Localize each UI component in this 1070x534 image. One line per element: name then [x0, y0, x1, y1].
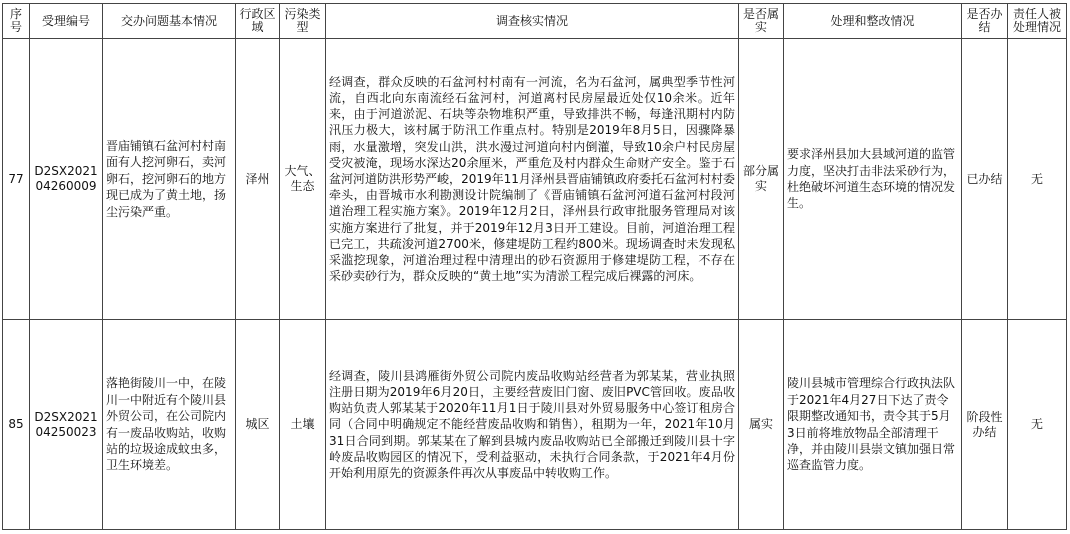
header-accountability: 责任人被处理情况 [1008, 4, 1067, 39]
table-row [3, 320, 1067, 530]
cell-closed: 已办结 [962, 39, 1008, 320]
cell-seq: 85 [3, 320, 30, 530]
header-handling: 处理和整改情况 [784, 4, 962, 39]
cell-accept-no: D2SX202104260009 [30, 39, 103, 320]
case-table [2, 3, 1067, 530]
cell-accountability: 无 [1008, 320, 1067, 530]
header-row [3, 4, 1067, 39]
cell-verified: 部分属实 [739, 39, 784, 320]
cell-handling: 要求泽州县加大县域河道的监管力度，坚决打击非法采砂行为，杜绝破坏河道生态环境的情况发生。 [784, 39, 962, 320]
cell-pollution-type: 土壤 [280, 320, 326, 530]
header-verified: 是否属实 [739, 4, 784, 39]
header-seq: 序号 [3, 4, 30, 39]
cell-region: 城区 [236, 320, 280, 530]
header-accept-no: 受理编号 [30, 4, 103, 39]
cell-issue: 落艳街陵川一中，在陵川一中附近有个陵川县外贸公司，在公司院内有一废品收购站，收购站的垃圾途成蚊虫多，卫生环境差。 [103, 320, 236, 530]
cell-handling: 陵川县城市管理综合行政执法队于2021年4月27日下达了责令限期整改通知书，责令其于5月3日前将堆放物品全部清理干净，并由陵川县崇文镇加强日常巡查监管力度。 [784, 320, 962, 530]
cell-accept-no: D2SX202104250023 [30, 320, 103, 530]
cell-investigation: 经调查，陵川县鸿雁街外贸公司院内废品收购站经营者为郭某某，营业执照注册日期为2019年6月20日，主要经营废旧门窗、废旧PVC管回收。废品收购站负责人郭某某于2020年11月1日于陵川县对外贸易服务中心签订租房合同（合同中明确规定不能经营废品收购和销售），租期为一年，2021年10月31日合同到期。郭某某在了解到县城内废品收购站已全部搬迁到陵川县十字岭废品收购园区的情况下，受利益驱动，未执行合同条款，于2021年4月份开始利用原先的资源条件再次从事废品中转收购工作。 [326, 320, 739, 530]
header-pollution-type: 污染类型 [280, 4, 326, 39]
header-investigation: 调查核实情况 [326, 4, 739, 39]
header-closed: 是否办结 [962, 4, 1008, 39]
cell-accountability: 无 [1008, 39, 1067, 320]
header-region: 行政区域 [236, 4, 280, 39]
table-row [3, 39, 1067, 320]
cell-issue: 晋庙铺镇石盆河村村南面有人挖河卵石，卖河卵石，挖河卵石的地方现已成为了黄土地，扬尘污染严重。 [103, 39, 236, 320]
cell-verified: 属实 [739, 320, 784, 530]
cell-region: 泽州 [236, 39, 280, 320]
cell-closed: 阶段性办结 [962, 320, 1008, 530]
cell-pollution-type: 大气、生态 [280, 39, 326, 320]
cell-investigation: 经调查，群众反映的石盆河村村南有一河流，名为石盆河，属典型季节性河流，自西北向东南流经石盆河村，河道离村民房屋最近处仅10余米。近年来，由于河道淤泥、石块等杂物堆积严重，导致排洪不畅，每逢汛期村内防汛压力极大，该村属于防汛工作重点村。特别是2019年8月5日，因骤降暴雨，水量激增，突发山洪，洪水漫过河道向村内倒灌，导致10余户村民房屋受灾被淹，现场水深达20余厘米，严重危及村内群众生命财产安全。鉴于石盆河河道防洪形势严峻，2019年11月泽州县晋庙铺镇政府委托石盆河村村委牵头，由晋城市水利勘测设计院编制了《晋庙铺镇石盆河河道石盆河村段河道治理工程实施方案》。2019年12月2日，泽州县行政审批服务管理局对该实施方案进行了批复，并于2019年12月3日开工建设。目前，河道治理工程已完工，共疏浚河道2700米，修建堤防工程约800米。现场调查时未发现私采滥挖现象，河道治理过程中清理出的砂石资源用于修建堤防工程，不存在采砂卖砂行为，群众反映的“黄土地”实为清淤工程完成后裸露的河床。 [326, 39, 739, 320]
header-issue: 交办问题基本情况 [103, 4, 236, 39]
cell-seq: 77 [3, 39, 30, 320]
